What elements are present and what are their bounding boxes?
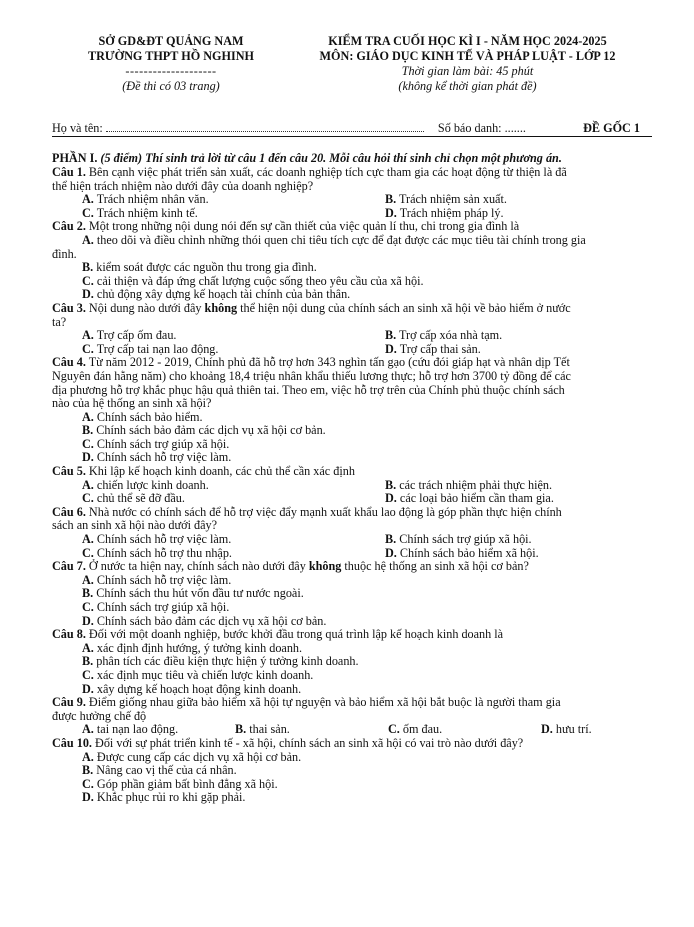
option-letter: D.: [82, 681, 94, 696]
question-text: Ở nước ta hiện nay, chính sách nào dưới đây: [88, 559, 309, 574]
option-text: Chính sách bảo đảm các dịch vụ xã hội cơ bản.: [96, 613, 327, 628]
school-name: TRƯỜNG THPT HỒ NGHINH: [87, 49, 255, 63]
id-field[interactable]: .......: [504, 121, 526, 135]
question-label: Câu 2.: [52, 219, 86, 234]
section-label: PHẦN I.: [52, 151, 98, 165]
question-text: Nội dung nào dưới đây: [88, 300, 205, 315]
answer-options: [52, 411, 662, 465]
option-letter: D.: [385, 491, 397, 506]
answer-option-b[interactable]: [52, 655, 662, 669]
option-letter: D.: [82, 450, 94, 465]
option-letter: D.: [385, 545, 397, 560]
exam-title: KIỂM TRA CUỐI HỌC KÌ I - NĂM HỌC 2024-2025: [328, 34, 607, 48]
department-name: SỞ GD&ĐT QUẢNG NAM: [98, 34, 244, 48]
option-text: Chính sách trợ giúp xã hội.: [96, 436, 230, 451]
question-text: được hưởng chế độ: [52, 708, 147, 723]
option-letter: D.: [385, 205, 397, 220]
question-5: [52, 465, 662, 506]
option-letter: A.: [82, 640, 94, 655]
answer-option-c[interactable]: [52, 601, 662, 615]
answer-options: [52, 329, 662, 356]
answer-option-d[interactable]: [52, 683, 662, 697]
question-text: thuộc hệ thống an sinh xã hội cơ bản?: [341, 559, 529, 574]
answer-option-b[interactable]: [52, 424, 662, 438]
option-text: Trợ cấp xóa nhà tạm.: [399, 328, 503, 343]
answer-options: [52, 574, 662, 628]
option-letter: B.: [82, 260, 94, 275]
question-text: thể hiện trách nhiệm nào dưới đây của doanh nghiệp?: [52, 178, 314, 193]
option-letter: A.: [82, 722, 94, 737]
answer-option-c[interactable]: [388, 723, 541, 737]
option-text: Chính sách bảo hiểm xã hội.: [399, 545, 539, 560]
question-1: [52, 166, 662, 220]
answer-options: [52, 751, 662, 805]
option-letter: A.: [82, 232, 94, 247]
question-text: Khi lập kế hoạch kinh doanh, các chủ thể cần xác định: [88, 464, 355, 479]
option-text: Được cung cấp các dịch vụ xã hội cơ bản.: [96, 749, 302, 764]
question-7: [52, 560, 662, 628]
section-title: [52, 152, 662, 166]
question-stem: [52, 506, 662, 520]
answer-options: [52, 234, 662, 302]
question-text: Nguyên đán hằng năm) cho khoảng 18,4 triệu nhân khẩu thiếu lương thực; hỗ trợ hơn 3700 tỷ đồng để các: [52, 368, 571, 383]
option-text: Chính sách hỗ trợ việc làm.: [96, 532, 232, 547]
question-emphasis: không: [204, 300, 238, 315]
option-text: Chính sách hỗ trợ việc làm.: [96, 572, 232, 587]
answer-option-d[interactable]: [541, 723, 661, 737]
answer-option-a[interactable]: [82, 479, 385, 493]
option-text: xác định mục tiêu và chiến lược kinh doanh.: [96, 667, 314, 682]
option-text: chiến lược kinh doanh.: [96, 477, 209, 492]
option-letter: A.: [82, 532, 94, 547]
option-letter: C.: [82, 273, 94, 288]
question-text: Nhà nước có chính sách để hỗ trợ việc đẩy mạnh xuất khẩu lao động là góp phần thực hiện chính: [88, 504, 562, 519]
option-letter: C.: [82, 341, 94, 356]
answer-option-c[interactable]: [52, 778, 662, 792]
question-emphasis: không: [308, 559, 342, 574]
option-text: Trợ cấp thai sản.: [399, 341, 481, 356]
time-limit: Thời gian làm bài: 45 phút: [401, 64, 534, 78]
option-text: kiểm soát được các nguồn thu trong gia đình.: [96, 260, 317, 275]
subject-title: MÔN: GIÁO DỤC KINH TẾ VÀ PHÁP LUẬT - LỚP 12: [319, 49, 616, 63]
answer-option-d[interactable]: [385, 207, 665, 221]
option-letter: D.: [82, 287, 94, 302]
answer-option-c[interactable]: [82, 207, 385, 221]
answer-option-b[interactable]: [52, 261, 662, 275]
question-stem: [52, 465, 662, 479]
name-field[interactable]: [106, 120, 424, 132]
option-letter: D.: [82, 790, 94, 805]
answer-option-d[interactable]: [52, 615, 662, 629]
answer-options: [52, 723, 662, 737]
answer-option-a[interactable]: [52, 234, 662, 248]
question-9: [52, 696, 662, 737]
option-text: thai sản.: [249, 722, 290, 737]
option-letter: A.: [82, 749, 94, 764]
header-divider: [52, 136, 652, 137]
option-letter: B.: [82, 423, 94, 438]
option-text: Chính sách thu hút vốn đầu tư nước ngoài.: [96, 586, 304, 601]
option-text: các loại bảo hiểm cần tham gia.: [399, 491, 554, 506]
option-text: Trợ cấp ốm đau.: [96, 328, 177, 343]
option-letter: D.: [82, 613, 94, 628]
option-text: phân tích các điều kiện thực hiện ý tưởng kinh doanh.: [96, 654, 359, 669]
option-letter: B.: [82, 763, 94, 778]
question-10: [52, 737, 662, 805]
option-letter: A.: [82, 572, 94, 587]
option-letter: D.: [385, 341, 397, 356]
answer-option-b[interactable]: [52, 587, 662, 601]
question-label: Câu 3.: [52, 300, 86, 315]
question-stem: [52, 696, 662, 710]
option-text: Chính sách bảo đảm các dịch vụ xã hội cơ bản.: [96, 423, 326, 438]
question-stem: [52, 166, 662, 180]
question-label: Câu 7.: [52, 559, 86, 574]
option-letter: A.: [82, 409, 94, 424]
page-count-note: (Đề thi có 03 trang): [122, 79, 220, 93]
option-letter: C.: [82, 491, 94, 506]
answer-option-c[interactable]: [52, 275, 662, 289]
question-stem: [52, 737, 662, 751]
answer-option-c[interactable]: [82, 492, 385, 506]
question-8: [52, 628, 662, 696]
exam-header: [0, 34, 694, 110]
option-text: chủ động xây dựng kế hoạch tài chính của bản thân.: [96, 287, 351, 302]
answer-option-d[interactable]: [385, 492, 665, 506]
answer-option-d[interactable]: [385, 343, 665, 357]
option-letter: B.: [235, 722, 247, 737]
option-text: Trách nhiệm kinh tế.: [96, 205, 198, 220]
option-letter: C.: [82, 205, 94, 220]
time-note: (không kể thời gian phát đề): [398, 79, 537, 93]
header-right: [290, 34, 645, 94]
answer-option-b[interactable]: [385, 533, 665, 547]
answer-option-b[interactable]: [385, 329, 665, 343]
exam-code: ĐỀ GỐC 1: [583, 121, 640, 135]
option-letter: C.: [82, 667, 94, 682]
option-text: Trách nhiệm sản xuất.: [399, 192, 507, 207]
option-letter: B.: [385, 532, 397, 547]
question-stem: [52, 560, 662, 574]
answer-options: [52, 642, 662, 696]
option-text: chủ thể sẽ đỡ đầu.: [96, 491, 185, 506]
question-text: Đối với sự phát triển kinh tế - xã hội, chính sách an sinh xã hội có vai trò nào dưới đây?: [95, 735, 524, 750]
option-letter: B.: [385, 328, 397, 343]
answer-options: [52, 533, 662, 560]
answer-option-c[interactable]: [52, 438, 662, 452]
question-stem: [52, 628, 662, 642]
option-letter: C.: [82, 545, 94, 560]
option-text: Nâng cao vị thế của cá nhân.: [96, 763, 237, 778]
option-text: Chính sách hỗ trợ việc làm.: [96, 450, 232, 465]
option-letter: C.: [82, 436, 94, 451]
answer-option-a[interactable]: [52, 411, 662, 425]
question-text: sách an sinh xã hội nào dưới đây?: [52, 518, 218, 533]
option-text: ốm đau.: [402, 722, 443, 737]
option-text: Chính sách trợ giúp xã hội.: [399, 532, 532, 547]
exam-body: [52, 152, 662, 805]
answer-option-d[interactable]: [52, 451, 662, 465]
question-text: Đối với một doanh nghiệp, bước khởi đầu trong quá trình lập kế hoạch kinh doanh là: [88, 627, 504, 642]
question-label: Câu 4.: [52, 355, 86, 370]
answer-option-a[interactable]: [82, 533, 385, 547]
option-text: Chính sách hỗ trợ thu nhập.: [96, 545, 232, 560]
header-dashes: --------------------: [125, 64, 217, 78]
question-label: Câu 1.: [52, 165, 86, 179]
option-text: Trách nhiệm pháp lý.: [399, 205, 504, 220]
option-text: Góp phần giảm bất bình đẳng xã hội.: [96, 776, 278, 791]
answer-option-b[interactable]: [385, 479, 665, 493]
question-text: địa phương hỗ trợ khắc phục hậu quả thiên tai. Theo em, việc hỗ trợ trên của Chính phủ thuộc chính sách: [52, 382, 565, 397]
name-label: Họ và tên:: [52, 121, 103, 135]
question-text: Một trong những nội dung nói đến sự cần thiết của việc quản lí thu, chi trong gia đình là: [88, 219, 520, 234]
answer-option-d[interactable]: [52, 791, 662, 805]
question-stem: [52, 356, 662, 370]
question-6: [52, 506, 662, 560]
option-letter: C.: [388, 722, 400, 737]
student-info-line: [52, 120, 652, 136]
option-letter: A.: [82, 328, 94, 343]
question-stem: [52, 220, 662, 234]
option-text: xác định định hướng, ý tưởng kinh doanh.: [96, 640, 303, 655]
option-text: cải thiện và đáp ứng chất lượng cuộc sống theo yêu cầu của xã hội.: [96, 273, 424, 288]
answer-option-a[interactable]: [52, 751, 662, 765]
question-text: Từ năm 2012 - 2019, Chính phủ đã hỗ trợ hơn 343 nghìn tấn gạo (cứu đói giáp hạt và nhân dịp Tết: [88, 355, 570, 370]
question-text: ta?: [52, 314, 67, 329]
answer-option-d[interactable]: [52, 288, 662, 302]
option-text: hưu trí.: [555, 722, 592, 737]
id-label: Số báo danh:: [437, 121, 502, 135]
option-text: các trách nhiệm phải thực hiện.: [399, 477, 553, 492]
option-letter: D.: [541, 722, 553, 737]
answer-option-c[interactable]: [82, 343, 385, 357]
question-label: Câu 8.: [52, 627, 86, 642]
option-letter: B.: [82, 654, 94, 669]
option-letter: A.: [82, 192, 94, 207]
option-text: Trợ cấp tai nạn lao động.: [96, 341, 219, 356]
question-label: Câu 5.: [52, 464, 86, 479]
answer-option-c[interactable]: [52, 669, 662, 683]
question-label: Câu 10.: [52, 735, 92, 750]
answer-option-a[interactable]: [82, 329, 385, 343]
question-4: [52, 356, 662, 465]
option-text: Khắc phục rủi ro khi gặp phải.: [96, 790, 246, 805]
option-letter: A.: [82, 477, 94, 492]
question-3: [52, 302, 662, 356]
question-label: Câu 9.: [52, 695, 86, 710]
question-text: Bên cạnh việc phát triển sản xuất, các doanh nghiệp tích cực tham gia các hoạt động từ thiện là đã: [88, 165, 567, 179]
option-letter: B.: [385, 192, 397, 207]
question-text: nào của hệ thống an sinh xã hội?: [52, 396, 212, 411]
question-text: thể hiện nội dung của chính sách an sinh xã hội về bảo hiểm ở nước: [237, 300, 571, 315]
option-letter: C.: [82, 600, 94, 614]
answer-option-c[interactable]: [82, 547, 385, 561]
header-left: [66, 34, 276, 94]
answer-option-b[interactable]: [385, 193, 665, 207]
option-text: Trách nhiệm nhân văn.: [96, 192, 209, 207]
option-text: theo dõi và điều chỉnh những thói quen chi tiêu tích cực để đạt được các mục tiêu tài chính trong gia: [96, 232, 586, 247]
answer-option-a[interactable]: [82, 193, 385, 207]
answer-option-b[interactable]: [52, 764, 662, 778]
answer-option-b[interactable]: [235, 723, 388, 737]
option-letter: C.: [82, 776, 94, 791]
answer-option-a[interactable]: [52, 642, 662, 656]
option-text-continued: đình.: [52, 246, 77, 261]
option-text: xây dựng kế hoạch hoạt động kinh doanh.: [96, 681, 302, 696]
answer-options: [52, 193, 662, 220]
option-text: tai nạn lao động.: [96, 722, 179, 737]
question-text: Điểm giống nhau giữa bảo hiểm xã hội tự nguyện và bảo hiểm xã hội bắt buộc là người tham gia: [88, 695, 561, 710]
answer-option-a[interactable]: [82, 723, 235, 737]
question-2: [52, 220, 662, 302]
section-instructions: (5 điểm) Thí sinh trả lời từ câu 1 đến câu 20. Mỗi câu hỏi thí sinh chỉ chọn một phương án.: [97, 151, 562, 165]
question-stem: [52, 302, 662, 316]
option-letter: B.: [385, 477, 397, 492]
option-letter: B.: [82, 586, 94, 601]
answer-option-d[interactable]: [385, 547, 665, 561]
option-text: Chính sách bảo hiểm.: [96, 409, 203, 424]
option-text: Chính sách trợ giúp xã hội.: [96, 600, 230, 614]
answer-option-a[interactable]: [52, 574, 662, 588]
answer-options: [52, 479, 662, 506]
question-label: Câu 6.: [52, 504, 86, 519]
